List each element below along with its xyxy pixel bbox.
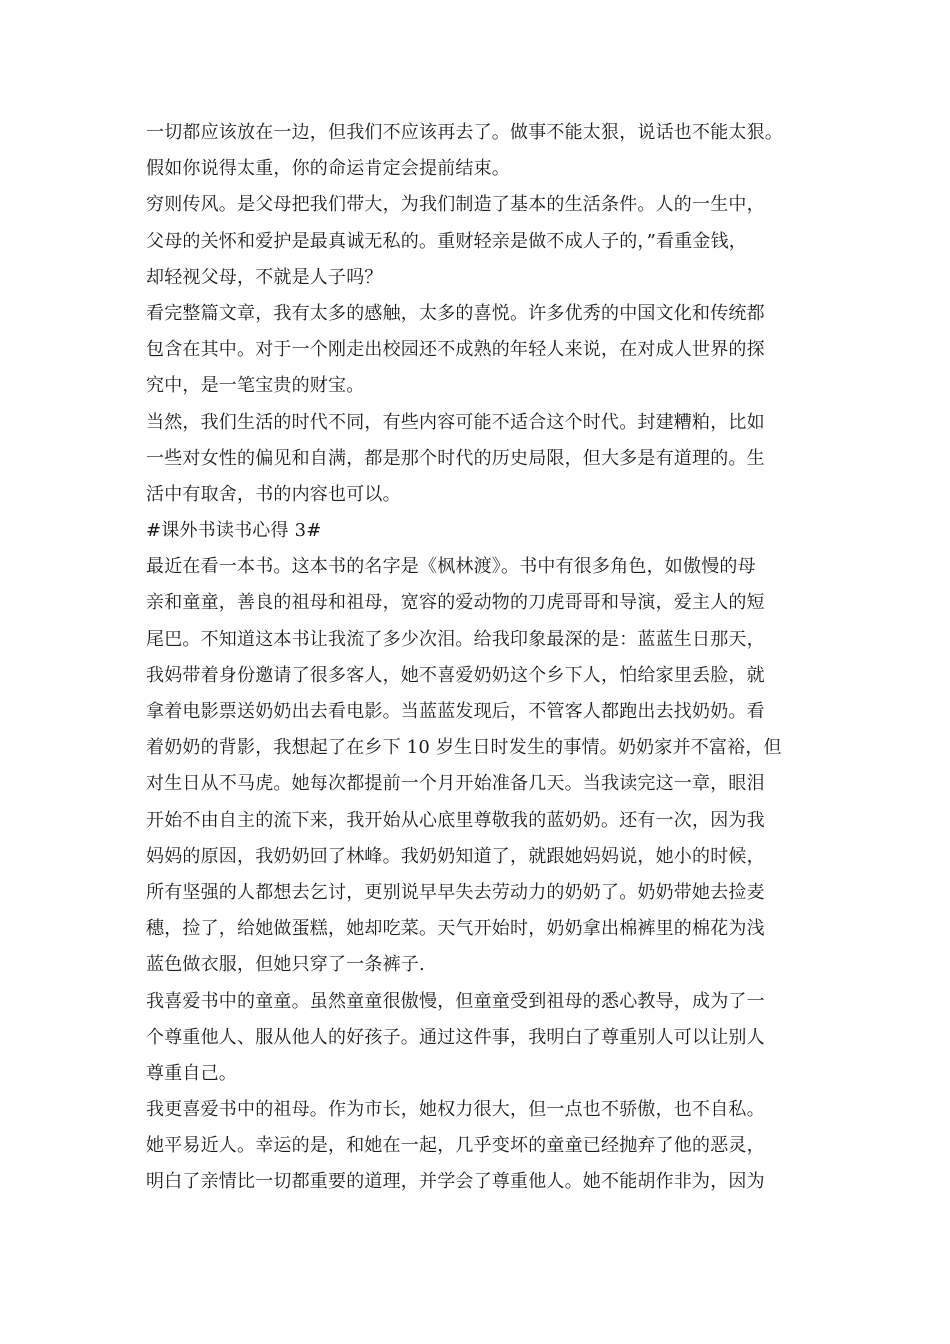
text-line: 究中，是一笔宝贵的财宝。: [146, 375, 365, 397]
text-line: 对生日从不马虎。她每次都提前一个月开始准备几天。当我读完这一章，眼泪: [146, 773, 765, 795]
section-heading: #课外书读书心得 3#: [146, 520, 322, 542]
text-line: 明白了亲情比一切都重要的道理，并学会了尊重他人。她不能胡作非为，因为: [146, 1171, 765, 1193]
document-body: [146, 115, 816, 1201]
text-line: 开始不由自主的流下来，我开始从心底里尊敬我的蓝奶奶。还有一次，因为我: [146, 809, 765, 831]
text-line: 尊重自己。: [146, 1062, 237, 1084]
text-line: 拿着电影票送奶奶出去看电影。当蓝蓝发现后，不管客人都跑出去找奶奶。看: [146, 701, 765, 722]
text-line: 一些对女性的偏见和自满，都是那个时代的历史局限，但大多是有道理的。生: [146, 447, 765, 469]
text-line: 看完整篇文章，我有太多的感触，太多的喜悦。许多优秀的中国文化和传统都: [146, 302, 765, 324]
text-line: 尾巴。不知道这本书让我流了多少次泪。给我印象最深的是：蓝蓝生日那天，: [146, 628, 765, 650]
text-line: 活中有取舍，书的内容也可以。: [146, 483, 401, 505]
text-line: 却轻视父母，不就是人子吗？: [146, 266, 383, 288]
text-line: 亲和童童，善良的祖母和祖母，宽容的爱动物的刀虎哥哥和导演，爱主人的短: [146, 592, 765, 614]
text-line: 我妈带着身份邀请了很多客人，她不喜爱奶奶这个乡下人，怕给家里丢脸，就: [146, 664, 765, 686]
text-line: 所有坚强的人都想去乞讨，更别说早早失去劳动力的奶奶了。奶奶带她去捡麦: [146, 881, 765, 903]
text-line: 个尊重他人、服从他人的好孩子。通过这件事，我明白了尊重别人可以让别人: [146, 1026, 765, 1048]
text-line: 假如你说得太重，你的命运肯定会提前结束。: [146, 158, 510, 180]
text-line: 当然，我们生活的时代不同，有些内容可能不适合这个时代。封建糟粕，比如: [146, 411, 765, 433]
text-line: 我更喜爱书中的祖母。作为市长，她权力很大，但一点也不骄傲，也不自私。: [146, 1099, 765, 1121]
text-line: 我喜爱书中的童童。虽然童童很傲慢，但童童受到祖母的悉心教导，成为了一: [146, 990, 765, 1012]
text-line: 她平易近人。幸运的是，和她在一起，几乎变坏的童童已经抛弃了他的恶灵，: [146, 1135, 765, 1157]
text-line: 最近在看一本书。这本书的名字是《枫林渡》。书中有很多角色，如傲慢的母: [146, 556, 756, 578]
text-line: 一切都应该放在一边，但我们不应该再去了。做事不能太狠，说话也不能太狠。: [146, 122, 783, 143]
text-line: 着奶奶的背影，我想起了在乡下 10 岁生日时发生的事情。奶奶家并不富裕，但: [146, 737, 782, 759]
text-line: 穗，捡了，给她做蛋糕，她却吃菜。天气开始时，奶奶拿出棉裤里的棉花为浅: [146, 918, 765, 940]
text-line: 父母的关怀和爱护是最真诚无私的。重财轻亲是做不成人子的，”看重金钱，: [146, 230, 747, 252]
text-line: 包含在其中。对于一个刚走出校园还不成熟的年轻人来说，在对成人世界的探: [146, 339, 765, 361]
text-line: 妈妈的原因，我奶奶回了林峰。我奶奶知道了，就跟她妈妈说，她小的时候，: [146, 845, 765, 867]
text-line: 穷则传风。是父母把我们带大，为我们制造了基本的生活条件。人的一生中，: [146, 194, 765, 216]
text-line: 蓝色做衣服，但她只穿了一条裤子.: [146, 954, 425, 976]
